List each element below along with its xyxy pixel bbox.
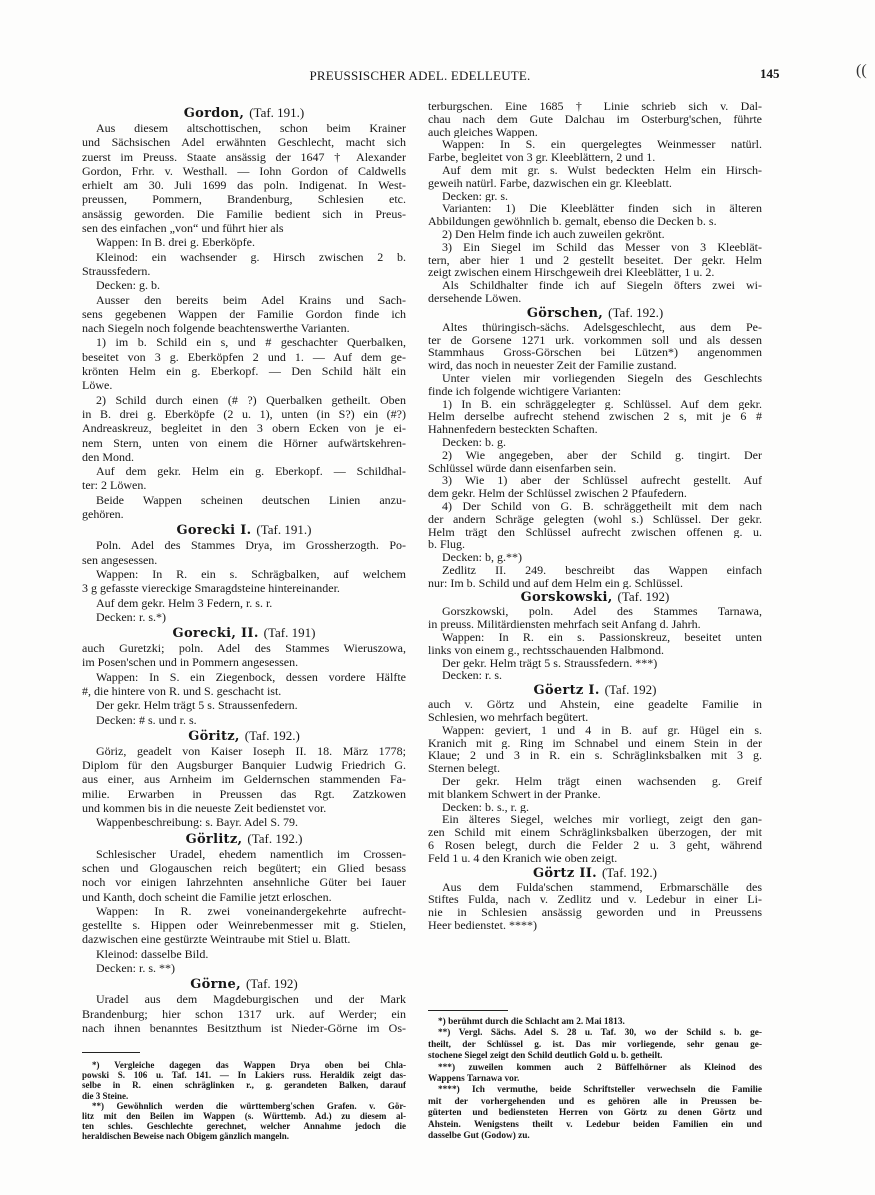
paragraph (82, 847, 406, 904)
footnote (82, 1060, 406, 1101)
paragraph (82, 567, 406, 596)
text-line: Decken: r. s.*) (96, 609, 166, 624)
text-line: dem gekr. Helm der Schlüssel zwischen 2 Pfaufedern. (428, 487, 687, 500)
text-line: terburgschen. Eine 1685 † Linie schrieb sich v. Dal- (428, 100, 762, 113)
footnote (428, 1017, 762, 1028)
plate-reference: (Taf. 192.) (244, 727, 300, 743)
text-line: Brandenburg; hier schon 1317 urk. auf Werder; ein (82, 1006, 406, 1021)
paragraph (428, 202, 762, 228)
text-line: tern, aber hier 1 und 2 gestellt beseitet. Der gekr. Helm (428, 253, 762, 267)
text-line: Wappens Tarnawa vor. (428, 1073, 520, 1084)
family-name: Görschen, (526, 305, 604, 321)
paragraph (82, 250, 406, 279)
text-line: Decken: b, g.**) (442, 551, 522, 564)
left-column (82, 104, 406, 1035)
text-line: Decken: g. b. (96, 278, 160, 293)
left-footnotes (82, 1060, 406, 1142)
text-line: zen Schild mit einem Schräglinksbalken überzogen, der mit (428, 826, 762, 840)
entry-heading (428, 682, 762, 698)
text-line: der andern Schräge gelegten (wohl s.) Schlüssel. Der gekr. (428, 512, 762, 526)
text-line: Decken: b. g. (442, 435, 506, 449)
text-line: erhielt am 30. Juli 1699 das poln. Indigenat. In West- (82, 178, 406, 193)
paragraph (428, 100, 762, 138)
text-line: 3) Wie 1) aber der Schlüssel aufrecht gestellt. Auf (442, 474, 762, 488)
text-line: ter de Gorsene 1271 urk. vorkommen soll und als dessen (428, 333, 762, 347)
entry-heading (428, 589, 762, 605)
paragraph (82, 393, 406, 464)
text-line: den Mond. (82, 449, 134, 464)
text-line: Abbildungen gewöhnlich b. gemalt, ebenso die Decken b. s. (428, 215, 717, 228)
paragraph (82, 538, 406, 567)
paragraph (82, 904, 406, 947)
text-line: und kommen bis in die neueste Zeit bedienstet vor. (82, 801, 327, 816)
text-line: Löwe. (82, 378, 113, 393)
text-line: Heer bedienstet. ****) (428, 919, 537, 932)
text-line: 1) In B. ein schräggelegter g. Schlüssel. Auf dem gekr. (442, 397, 762, 411)
text-line: Klaue; 2 und 3 in R. ein s. Schräglinksbalken mit 3 g. (428, 749, 762, 763)
text-line: beseitet von 3 g. Eberköpfen 2 und 1. — Auf dem ge- (82, 349, 406, 364)
text-line: Feld 1 u. 4 den Kranich wie oben zeigt. (428, 851, 618, 865)
paragraph (82, 670, 406, 699)
text-line: dasselbe Gut (Godow) zu. (428, 1130, 530, 1141)
plate-reference: (Taf. 192) (245, 976, 298, 992)
text-line: 3 g gefasste viereckige Smaragdsteine hintereinander. (82, 581, 340, 596)
text-line: geweih natürl. Farbe, dazwischen ein gr. Kleeblatt. (428, 176, 672, 190)
text-line: Der gekr. Helm trägt einen wachsenden g. Greif (442, 775, 762, 788)
running-header: PREUSSISCHER ADEL. EDELLEUTE. (309, 68, 531, 83)
text-line: nem Stern, unten von einem die Hörner aufwärtskehren- (82, 435, 406, 450)
text-line: ten schles. Geschlechte gerechnet, welcher Annahme jedoch die (82, 1121, 406, 1132)
entry-heading (428, 865, 762, 881)
paragraph (428, 241, 762, 279)
text-line: in preuss. Militärdiensten mehrfach seit Anfang d. Jahrh. (428, 618, 701, 632)
text-line: schen und Glogauschen reich begütert; ein Glied besass (82, 860, 406, 875)
text-line: 2) Schild durch einen (# ?) Querbalken getheilt. Oben (96, 392, 406, 407)
text-line: Auf dem gekr. Helm 3 Federn, r. s. r. (96, 595, 273, 610)
text-line: Decken: r. s. (442, 669, 502, 683)
paragraph (82, 493, 406, 522)
text-line: zeigt zwischen einem Hirschgeweih drei Kleeblätter, 1 u. 2. (428, 266, 715, 280)
text-line: ***) zuweilen kommen auch 2 Büffelhörner als Kleinod des (438, 1062, 762, 1073)
text-line: 4) Der Schild von G. B. schräggetheilt mit dem nach (442, 499, 762, 513)
text-line: im Posen'schen und in Pommern angesessen. (82, 655, 299, 670)
text-line: Wappenbeschreibung: s. Bayr. Adel S. 79. (96, 815, 299, 830)
text-line: 2) Den Helm finde ich auch zuweilen gekrönt. (442, 227, 665, 241)
entry-heading (82, 624, 406, 641)
right-footnotes (428, 1017, 762, 1142)
text-line: ter: 2 Löwen. (82, 478, 147, 493)
text-line: und Kanth, doch scheint die Familie jetzt erloschen. (82, 889, 332, 904)
text-line: auch gleiches Wappen. (428, 125, 538, 139)
plate-reference: (Taf. 192.) (608, 304, 664, 320)
text-line: nur: Im b. Schild und auf dem Helm ein g. Schlüssel. (428, 576, 683, 590)
text-line: heraldischen Beweise nach Obigem gänzlich mangeln. (82, 1131, 289, 1142)
text-line: Stammhaus Gross-Görschen bei Lützen*) angenommen (428, 346, 762, 360)
paragraph (428, 813, 762, 864)
text-line: *) berühmt durch die Schlacht am 2. Mai 1813. (438, 1017, 625, 1027)
paragraph (82, 698, 406, 712)
text-line: Straussfedern. (82, 263, 151, 278)
paragraph (428, 436, 762, 449)
text-line: Schlüssel würde dann eisenfarben sein. (428, 461, 617, 475)
paragraph (82, 992, 406, 1035)
text-line: Wappen: In S. ein quergelegtes Weinmesser natürl. (442, 138, 762, 152)
text-line: Diplom für den Augsburger Banquier Ludwig Friedrich G. (82, 758, 406, 773)
text-line: preussen, Pommern, Brandenburg, Schlesien etc. (82, 192, 406, 207)
text-line: Gorszkowski, poln. Adel des Stammes Tarnawa, (442, 605, 762, 619)
footnote (82, 1101, 406, 1142)
entry-heading (82, 727, 406, 744)
text-line: Hahnenfedern besteckten Schaften. (428, 423, 598, 436)
text-line: Ahstein. Wenigstens theilt v. Ledebur beiden Familien ein und (428, 1119, 762, 1130)
footnote (428, 1063, 762, 1086)
paragraph (82, 596, 406, 610)
text-line: 3) Ein Siegel im Schild das Messer von 3 Kleeblät- (442, 240, 762, 254)
paragraph (82, 293, 406, 336)
paragraph (428, 164, 762, 190)
text-line: dazwischen eine gestürzte Weintraube mit Stiel u. Blatt. (82, 932, 351, 947)
text-line: Unter vielen mir vorliegenden Siegeln des Geschlechts (442, 371, 762, 385)
text-line: Auf dem mit gr. s. Wulst bedeckten Helm ein Hirsch- (442, 163, 762, 177)
text-line: **) Gewöhnlich werden die württemberg'schen Grafen. v. Gör- (92, 1100, 406, 1111)
text-line: finde ich folgende wichtigere Varianten: (428, 384, 622, 398)
text-line: Decken: # s. und r. s. (96, 712, 197, 727)
text-line: krönten Helm ein g. Eberkopf. — Den Schild hält ein (82, 364, 406, 379)
text-line: Wappen: In R. ein s. Passionskreuz, beseitet unten (442, 631, 762, 644)
paragraph (428, 605, 762, 631)
text-line: Altes thüringisch-sächs. Adelsgeschlecht, aus dem Pe- (442, 320, 762, 334)
text-line: nach Siegeln noch folgende beachtenswerthe Varianten. (82, 321, 350, 336)
text-line: Gordon, Frhr. v. Westhall. — Iohn Gordon of Caldwells (82, 163, 406, 178)
family-name: Görtz II. (533, 865, 597, 881)
paragraph (428, 321, 762, 372)
text-line: Stiftes Fulda, nach v. Zedlitz und v. Ledebur in einer Li- (428, 893, 762, 907)
text-line: Der gekr. Helm trägt 5 s. Straussenfedern. (96, 698, 298, 713)
text-line: Ein älteres Siegel, welches mir vorliegt, zeigt den gan- (442, 813, 762, 827)
text-line: Decken: b. s., r. g. (442, 800, 529, 814)
family-name: Gorskowski, (520, 590, 613, 606)
text-line: Auf dem gekr. Helm ein g. Eberkopf. — Schildhal- (96, 464, 406, 479)
text-line: Göriz, geadelt von Kaiser Ioseph II. 18. März 1778; (96, 743, 406, 758)
entry-heading (82, 830, 406, 847)
text-line: sens gegebenen Wappen der Familie Gordon finde ich (82, 306, 406, 321)
text-line: litz mit den Beilen im Wappen (s. Württemb. Ad.) zu diesem al- (82, 1110, 406, 1121)
paragraph (82, 713, 406, 727)
text-line: in B. drei g. Eberköpfe (2 u. 1), unten (in S?) ein (#?) (82, 406, 406, 421)
plate-reference: (Taf. 191.) (256, 522, 312, 538)
text-line: Poln. Adel des Stammes Drya, im Grossherzogth. Po- (96, 538, 406, 553)
text-line: Schlesien, wo mehrfach begütert. (428, 711, 589, 724)
paragraph (82, 815, 406, 829)
text-line: Wappen: In R. ein s. Schrägbalken, auf welchem (96, 566, 406, 581)
text-line: aus einer, aus Arnheim im Geldernschen stammenden Fa- (82, 772, 406, 787)
plate-reference: (Taf. 192) (604, 682, 657, 698)
text-line: mit der vorhergehenden und es gehören alle in Preussen be- (428, 1096, 762, 1107)
entry-heading (428, 305, 762, 321)
text-line: Sternen belegt. (428, 762, 500, 776)
footnote (428, 1028, 762, 1062)
right-column (428, 100, 762, 932)
text-line: powski S. 106 u. Taf. 141. — In Lakiers russ. Heraldik zeigt das- (82, 1070, 406, 1081)
paragraph (428, 631, 762, 657)
paragraph (82, 278, 406, 292)
text-line: ansässig geworden. Die Familie bedient sich in Preus- (82, 206, 406, 221)
family-name: Göertz I. (533, 683, 600, 699)
text-line: Andreaskreuz, begleitet in den 3 obern Ecken von je ei- (82, 421, 406, 436)
text-line: wird, das noch in neuester Zeit der Familie zustand. (428, 359, 677, 372)
paragraph (428, 138, 762, 164)
page-number: 145 (760, 66, 780, 81)
plate-reference: (Taf. 191.) (249, 105, 305, 120)
text-line: auch v. Görtz und Ahstein, eine geadelte Familie in (428, 698, 762, 712)
entry-heading (82, 104, 406, 121)
text-line: Beide Wappen scheinen deutschen Linien anzu- (96, 492, 406, 507)
paragraph (428, 474, 762, 500)
text-line: Zedlitz II. 249. beschreibt das Wappen einfach (442, 563, 762, 577)
text-line: die 3 Steine. (82, 1090, 129, 1101)
text-line: mit blankem Schwert in der Pranke. (428, 787, 601, 801)
plate-reference: (Taf. 192) (617, 589, 670, 605)
text-line: Wappen: In B. drei g. Eberköpfe. (96, 235, 255, 250)
paragraph (82, 464, 406, 493)
paragraph (428, 881, 762, 932)
text-line: Kleinod: ein wachsender g. Hirsch zwischen 2 b. (96, 249, 406, 264)
text-line: Ausser den bereits beim Adel Krains und Sach- (96, 292, 406, 307)
text-line: Der gekr. Helm trägt 5 s. Straussfedern. ***) (442, 656, 658, 670)
footnote-divider (428, 1010, 508, 1011)
paragraph (428, 279, 762, 305)
text-line: *) Vergleiche dagegen das Wappen Drya oben bei Chla- (92, 1060, 406, 1070)
text-line: Farbe, begleitet von 3 gr. Kleeblättern, 2 und 1. (428, 151, 656, 164)
paragraph (428, 228, 762, 241)
text-line: Schlesischer Uradel, ehedem namentlich im Crossen- (96, 846, 406, 861)
text-line: Decken: gr. s. (442, 189, 508, 203)
family-name: Göritz, (188, 728, 240, 744)
paragraph (428, 398, 762, 436)
text-line: Wappen: In S. ein Ziegenbock, dessen vordere Hälfte (96, 669, 406, 684)
text-line: 6 Rosen belegt, durch die Felder 2 u. 3 geht, während (428, 839, 762, 852)
text-line: #, die hintere von R. und S. geschacht ist. (82, 683, 282, 698)
paragraph (82, 335, 406, 392)
text-line: auch Guretzki; poln. Adel des Stammes Wieruszowa, (82, 641, 406, 656)
text-line: chau nach dem Gute Dalchau im Osterburg'schen, führte (428, 112, 762, 126)
text-line: b. Flug. (428, 538, 466, 552)
text-line: **) Vergl. Sächs. Adel S. 28 u. Taf. 30, wo der Schild s. b. ge- (438, 1028, 762, 1039)
paragraph (82, 610, 406, 624)
text-line: Kranich mit g. Ring im Schnabel und einem Stein in der (428, 736, 762, 750)
text-line: und Sächsischen Adel erwähnten Geschlecht, macht sich (82, 135, 406, 150)
text-line: güterten und bediensteten Herren von Görtz zu denen Görtz und (428, 1108, 762, 1119)
text-line: milie. Erwarben in Preussen das Rgt. Zatzkowen (82, 786, 406, 801)
text-line: Varianten: 1) Die Kleeblätter finden sich in älteren (442, 202, 762, 216)
family-name: Görne, (190, 977, 241, 993)
text-line: theilt, der Schlüssel g. ist. Das mir vorliegende, sehr genau ge- (428, 1039, 762, 1050)
text-line: Helm derselbe aufrecht stehend zwischen 2 s, mit je 6 # (428, 410, 762, 424)
paragraph (428, 657, 762, 670)
text-line: stochene Siegel zeigt den Schild deutlich Gold u. b. getheilt. (428, 1051, 663, 1062)
paragraph (82, 744, 406, 815)
plate-reference: (Taf. 191) (263, 625, 316, 641)
text-line: nie in Schlesien ansässig geworden und in Preussens (428, 906, 762, 920)
text-line: Wappen: geviert, 1 und 4 in B. auf gr. Hügel ein s. (442, 723, 762, 737)
entry-heading (82, 975, 406, 992)
text-line: zuerst im Preuss. Staate ansässig der 1647 † Alexander (82, 149, 406, 164)
scan-edge-mark: (( (856, 62, 867, 79)
paragraph (82, 235, 406, 249)
paragraph (82, 947, 406, 961)
text-line: 2) Wie angegeben, aber der Schild g. tingirt. Der (442, 448, 762, 462)
paragraph (428, 500, 762, 551)
paragraph (428, 775, 762, 801)
footnote-divider (82, 1052, 140, 1053)
paragraph (428, 372, 762, 398)
text-line: ****) Ich vermuthe, beide Schriftsteller verwechseln die Familie (438, 1085, 762, 1096)
text-line: noch vor einigen Iahrzehnten ansehnliche Güter bei Iauer (82, 875, 406, 890)
text-line: Aus dem Fulda'schen stammend, Erbmarschälle des (442, 880, 762, 894)
text-line: 1) im b. Schild ein s, und # geschachter Querbalken, (96, 335, 406, 350)
text-line: Helm trägt den Schlüssel aufrecht zwischen offenen g. u. (428, 525, 762, 539)
text-line: sen angesessen. (82, 552, 158, 567)
text-line: Als Schildhalter finde ich auf Siegeln öfters zwei wi- (442, 279, 762, 292)
paragraph (428, 564, 762, 590)
paragraph (428, 669, 762, 682)
paragraph (428, 190, 762, 203)
paragraph (82, 641, 406, 670)
family-name: Gordon, (183, 106, 245, 121)
footnote (428, 1085, 762, 1142)
text-line: gestellte s. Hippen oder Weinrebenmesser mit g. Stielen, (82, 918, 406, 933)
paragraph (428, 801, 762, 814)
paragraph (428, 698, 762, 724)
paragraph (428, 449, 762, 475)
text-line: Decken: r. s. **) (96, 961, 175, 976)
family-name: Gorecki, II. (172, 626, 259, 642)
family-name: Gorecki I. (176, 523, 252, 539)
plate-reference: (Taf. 192.) (247, 830, 303, 846)
text-line: dersehende Löwen. (428, 291, 522, 305)
text-line: sen des einfachen „von“ und führt hier als (82, 221, 284, 236)
text-line: nach ihnen benanntes Besitzthum ist Nieder-Görne im Os- (82, 1020, 406, 1035)
text-line: selbe in R. einen schräglinken r., g. gerandeten Balken, darauf (82, 1080, 406, 1091)
paragraph (82, 961, 406, 975)
entry-heading (82, 521, 406, 538)
paragraph (428, 724, 762, 775)
paragraph (82, 121, 406, 235)
text-line: Kleinod: dasselbe Bild. (96, 946, 209, 961)
family-name: Görlitz, (185, 831, 243, 847)
paragraph (428, 551, 762, 564)
text-line: Uradel aus dem Magdeburgischen und der Mark (96, 992, 406, 1007)
text-line: Aus diesem altschottischen, schon beim Krainer (96, 121, 406, 135)
text-line: Wappen: In R. zwei voneinandergekehrte aufrecht- (96, 903, 406, 918)
text-line: links von einem g., rechtsschauenden Halbmond. (428, 643, 664, 657)
text-line: gehören. (82, 507, 124, 522)
plate-reference: (Taf. 192.) (601, 864, 657, 880)
